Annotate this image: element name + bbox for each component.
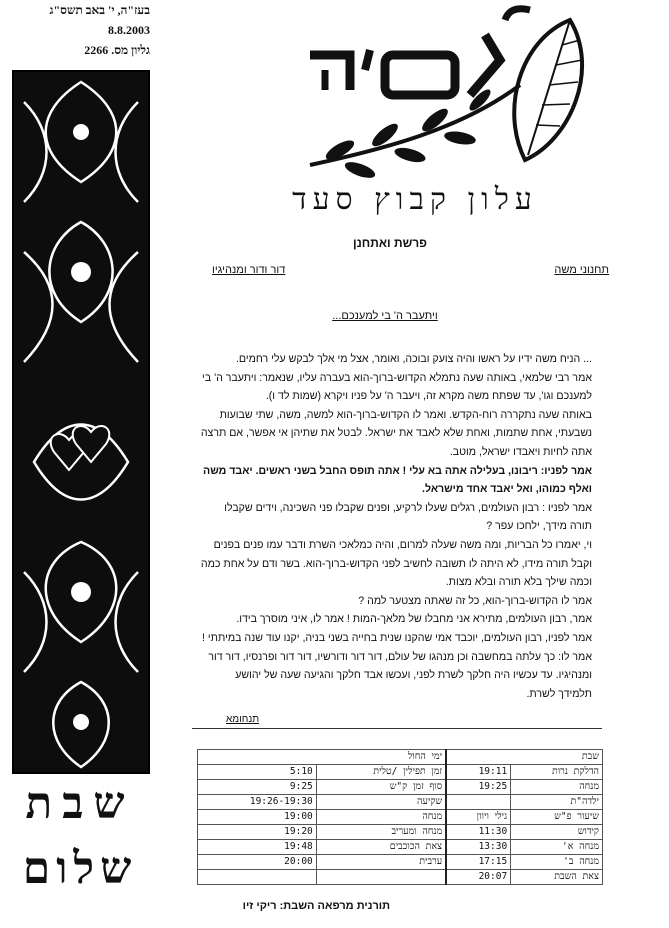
cell: 17:15 (446, 855, 511, 870)
greeting-line-1: שבת (25, 778, 135, 829)
paragraph: אמר לו הקדוש-ברוך-הוא, כל זה שאתה מצטער למה ? (358, 594, 592, 607)
table-row (198, 840, 603, 855)
cell: 19:25 (446, 780, 511, 795)
ornament-svg (14, 72, 148, 772)
cell: צאת הכוכבים (316, 840, 446, 855)
ornamental-border-strip (12, 70, 150, 774)
cell: 20:00 (198, 855, 317, 870)
cell: 13:30 (446, 840, 511, 855)
leaf-branch-logo (270, 0, 615, 190)
cell: קידוש (511, 825, 603, 840)
cell (198, 870, 317, 885)
cell: מנחה (511, 780, 603, 795)
gregorian-date: 8.8.2003 (108, 23, 150, 37)
cell: 19:20 (198, 825, 317, 840)
paragraph: אמר לפניו : רבון העולמים, רגלים שעלו לרקיע, ופנים שקבלו פני השכינה, וידים שקבלו תורה מידך, ילחכו עפר ? (224, 501, 592, 533)
paragraph: אמר רבי שלמאי, באותה שעה נתמלא הקדוש-ברוך-הוא בעברה עליו, שנאמר: ויתעבר ה' בי למענכם וגו', עד שפתח משה מקרא זה, ויעבר ה' על פניו ויקרא (שמות לד ו). (202, 371, 592, 403)
divider (192, 728, 602, 729)
cell: 19:48 (198, 840, 317, 855)
parasha-name: פרשת ואתחנן (353, 236, 427, 250)
header-shabbat: שבת (446, 750, 602, 765)
cell: שיעור פ"ש (511, 810, 603, 825)
table-row (198, 825, 603, 840)
paragraph: אמר לפניו: ריבונו, בעלילה אתה בא עלי ! אתה תופס החבל בשני ראשים. יאבד משה ואלף כמוהו, ואל יאבד אחד מישראל. (203, 464, 592, 496)
cell: 11:30 (446, 825, 511, 840)
cell: מנחה (316, 810, 446, 825)
article-title: תחנוני משה (554, 264, 609, 276)
article-body (200, 350, 592, 703)
header-weekdays: ימי החול (198, 750, 447, 765)
table-row (198, 765, 603, 780)
paragraph: אמר לו: כך עלתה במחשבה וכן מנהגו של עולם, דור דור ודורשיו, דור דור ופרנסיו, דור דור ומנהיגיו. עד עכשיו היה חלקך לשרת לפני, ועכשו אבד חלקך והגיעה שעה של יהושע תלמידך לשרת. (208, 650, 592, 700)
cell: זמן תפילין /טלית (316, 765, 446, 780)
table-header-row (198, 750, 603, 765)
cell: מנחה ומעריב (316, 825, 446, 840)
prayer-schedule-table (197, 749, 603, 885)
cell (446, 795, 511, 810)
cell: ערבית (316, 855, 446, 870)
logo-text (270, 0, 271, 1)
table-row (198, 870, 603, 885)
cell: מנחה א' (511, 840, 603, 855)
paragraph: באותה שעה נתקררה רוח-הקדש. ואמר לו הקדוש-ברוך-הוא למשה, משה, שתי שבועות נשבעתי, אחת שתמות, ואחת שלא לאבד את ישראל. לבטל את שתיהן אי אפשר, אם תרצה אתה לחיות ויאבדו ישראל, מוטב. (200, 408, 592, 458)
table-row (198, 780, 603, 795)
hebrew-date: בעז"ה, י' באב תשס"ג (49, 3, 150, 17)
shabbat-shalom-greeting (0, 778, 160, 918)
issue-number: גליון מס. 2266 (84, 43, 150, 57)
cell: ילדה"ת (511, 795, 603, 810)
cell: 19:11 (446, 765, 511, 780)
cell: גילי ויוון (446, 810, 511, 825)
cell: 20:07 (446, 870, 511, 885)
cell: צאת השבת (511, 870, 603, 885)
paragraph: וי, יאמרו כל הבריות, ומה משה שעלה למרום, והיה כמלאכי השרת ודבר עמו פנים בפנים וקבל תורה מידו, לא היתה לו תשובה לחשיב לפני הקדוש-ברוך-הוא. בשר ודם על אחת כמה וכמה שילך בלא תורה ובלא מצות. (200, 538, 592, 589)
cell: 19:00 (198, 810, 317, 825)
cell (316, 870, 446, 885)
cell: סוף זמן ק"ש (316, 780, 446, 795)
newsletter-subtitle: עלון קבוץ סעד (292, 182, 538, 217)
clinic-duty-note: תורנית מרפאה השבת: ריקי זיו (242, 900, 390, 912)
quote-heading: ויתעבר ה' בי למענכם... (332, 310, 438, 322)
cell: הדלקת נרות (511, 765, 603, 780)
table-row (198, 795, 603, 810)
source-citation: תנחומא (226, 714, 260, 725)
paragraph: אמר, רבון העולמים, מתירא אני מחבלו של מלאך-המות ! אמר לו, איני מוסרך בידו. (236, 613, 592, 626)
cell: 5:10 (198, 765, 317, 780)
cell: 19:26-19:30 (198, 795, 317, 810)
greeting-line-2: שלום (22, 843, 138, 894)
table-row (198, 855, 603, 870)
cell: מנחה ב' (511, 855, 603, 870)
paragraph: ... הניח משה ידיו על ראשו והיה צועק ובוכה, ואומר, אצל מי אלך לבקש עלי רחמים. (235, 353, 592, 365)
table-row (198, 810, 603, 825)
article-subtitle: דור ודור ומנהיגיו (212, 264, 286, 276)
paragraph: אמר לפניו, רבון העולמים, יוכבד אמי שהקנו שנית בחייה בשני בניה, יקנו עוד שנה במיתתי ! (202, 631, 592, 644)
cell: 9:25 (198, 780, 317, 795)
issue-header (0, 0, 150, 60)
cell: שקיעה (316, 795, 446, 810)
